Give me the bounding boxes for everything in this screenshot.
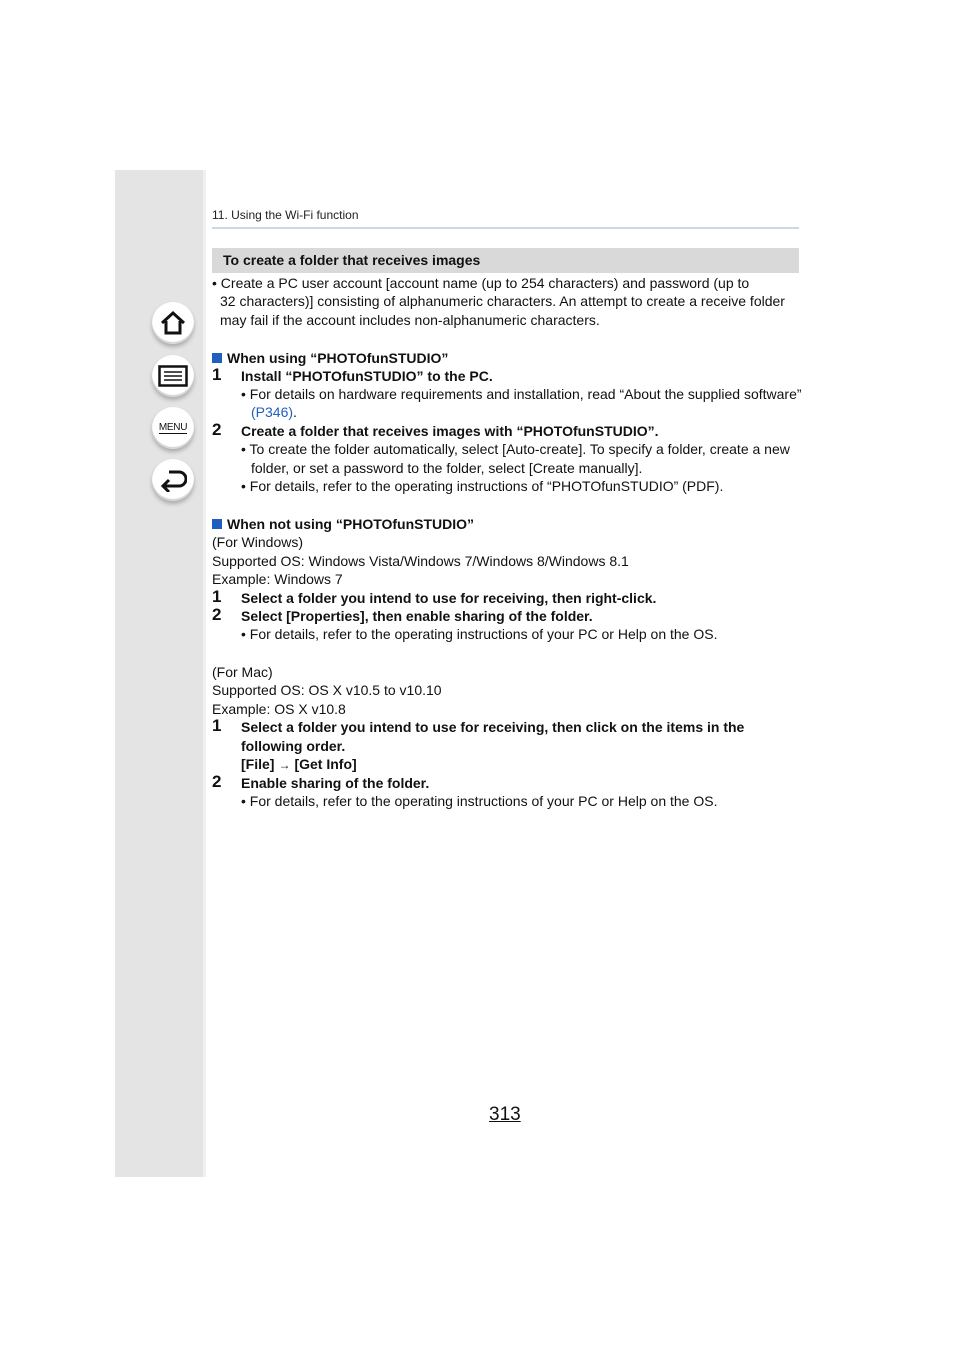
step-number: 1 bbox=[212, 365, 222, 384]
sidebar bbox=[115, 170, 206, 1177]
square-bullet-icon bbox=[212, 353, 222, 363]
photofun-step1-note: • For details on hardware requirements and installation, read “About the supplied software” bbox=[241, 386, 802, 402]
windows-step2: Select [Properties], then enable sharing of the folder. bbox=[241, 608, 593, 624]
menu-label: MENU bbox=[158, 422, 188, 433]
photofun-step2-note1-cont: folder, or set a password to the folder, select [Create manually]. bbox=[251, 460, 643, 476]
photofun-step2-note1: • To create the folder automatically, select [Auto-create]. To specify a folder, create a new bbox=[241, 441, 790, 457]
get-info-label: [Get Info] bbox=[294, 756, 357, 772]
page-number: 313 bbox=[489, 1104, 521, 1125]
windows-example: Example: Windows 7 bbox=[212, 571, 343, 587]
photofun-heading: When using “PHOTOfunSTUDIO” bbox=[212, 349, 448, 367]
step-number: 1 bbox=[212, 716, 222, 735]
photofun-step2: Create a folder that receives images with “PHOTOfunSTUDIO”. bbox=[241, 423, 659, 439]
photofun-step1-note-ref: (P346). bbox=[251, 404, 297, 420]
windows-note: • For details, refer to the operating instructions of your PC or Help on the OS. bbox=[241, 626, 718, 642]
mac-note: • For details, refer to the operating instructions of your PC or Help on the OS. bbox=[241, 793, 718, 809]
mac-step1: Select a folder you intend to use for receiving, then click on the items in the bbox=[241, 719, 745, 735]
mac-menu-path bbox=[241, 755, 357, 774]
return-arrow-icon bbox=[159, 468, 187, 492]
windows-os: Supported OS: Windows Vista/Windows 7/Windows 8/Windows 8.1 bbox=[212, 553, 629, 569]
mac-example: Example: OS X v10.8 bbox=[212, 701, 346, 717]
step-number: 2 bbox=[212, 772, 222, 791]
mac-os: Supported OS: OS X v10.5 to v10.10 bbox=[212, 682, 442, 698]
menu-button[interactable] bbox=[152, 407, 194, 449]
file-menu-label: [File] bbox=[241, 756, 275, 772]
home-button[interactable] bbox=[152, 302, 194, 344]
intro-line-2: 32 characters)] consisting of alphanumeric characters. An attempt to create a receive folder bbox=[220, 293, 785, 309]
square-bullet-icon bbox=[212, 519, 222, 529]
photofun-step2-note2: • For details, refer to the operating instructions of “PHOTOfunSTUDIO” (PDF). bbox=[241, 478, 724, 494]
arrow-right-icon: → bbox=[278, 758, 291, 772]
contents-button[interactable] bbox=[152, 355, 194, 397]
chapter-header: 11. Using the Wi-Fi function bbox=[212, 208, 359, 222]
section-title: To create a folder that receives images bbox=[223, 252, 481, 268]
step-number: 2 bbox=[212, 420, 222, 439]
section-title-bar bbox=[212, 248, 799, 273]
step-number: 1 bbox=[212, 587, 222, 606]
header-rule bbox=[212, 227, 799, 229]
windows-step1: Select a folder you intend to use for receiving, then right-click. bbox=[241, 590, 657, 606]
page-link-p346[interactable]: (P346) bbox=[251, 404, 294, 420]
windows-label: (For Windows) bbox=[212, 534, 304, 550]
step-number: 2 bbox=[212, 605, 222, 624]
photofun-step1: Install “PHOTOfunSTUDIO” to the PC. bbox=[241, 368, 493, 384]
intro-line-1: • Create a PC user account [account name (up to 254 characters) and password (up to bbox=[212, 275, 750, 291]
back-button[interactable] bbox=[152, 459, 194, 501]
no-photofun-heading: When not using “PHOTOfunSTUDIO” bbox=[212, 515, 474, 533]
intro-line-3: may fail if the account includes non-alphanumeric characters. bbox=[220, 312, 600, 328]
home-icon bbox=[159, 310, 187, 336]
mac-label: (For Mac) bbox=[212, 664, 273, 680]
mac-step2: Enable sharing of the folder. bbox=[241, 775, 430, 791]
list-icon bbox=[158, 365, 188, 387]
mac-step1-cont: following order. bbox=[241, 738, 346, 754]
